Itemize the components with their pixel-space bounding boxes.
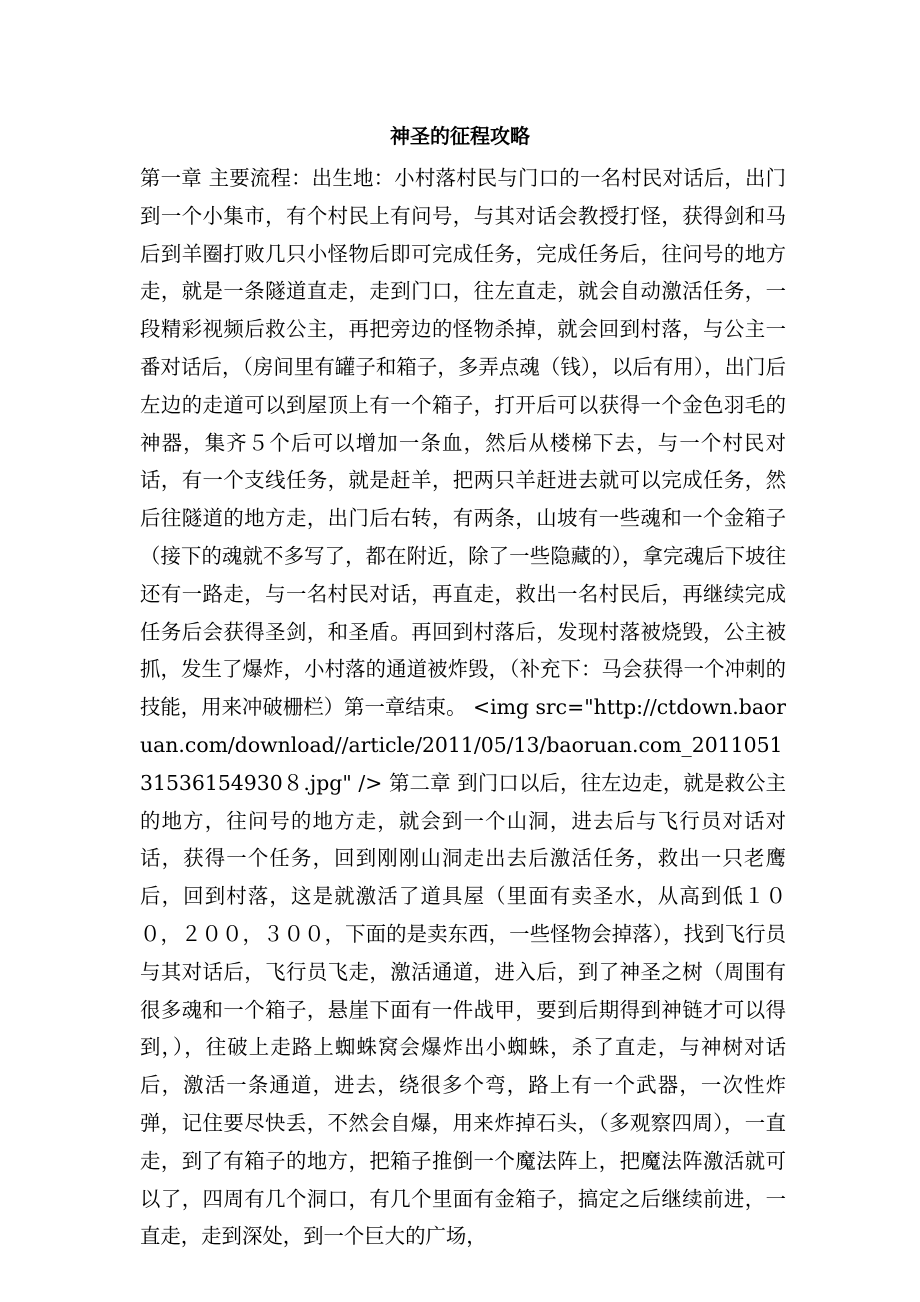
document-title: 神圣的征程攻略 [390,124,530,148]
document-body-paragraph: 第一章 主要流程：出生地：小村落村民与门口的一名村民对话后，出门到一个小集市，有个村民上有问号，与其对话会教授打怪，获得剑和马后到羊圈打败几只小怪物后即可完成任务，完成任务后，往问号的地方走，就是一条隧道直走，走到门口，往左直走，就会自动激活任务，一段精彩视频后救公主，再把旁边的怪物杀掉，就会回到村落，与公主一番对话后，（房间里有罐子和箱子，多弄点魂（钱），以后有用），出门后左边的走道可以到屋顶上有一个箱子，打开后可以获得一个金色羽毛的神器，集齐５个后可以增加一条血，然后从楼梯下去，与一个村民对话，有一个支线任务，就是赶羊，把两只羊赶进去就可以完成任务，然后往隧道的地方走，出门后右转，有两条，山坡有一些魂和一个金箱子（接下的魂就不多写了，都在附近，除了一些隐藏的），拿完魂后下坡往还有一路走，与一名村民对话，再直走，救出一名村民后，再继续完成任务后会获得圣剑，和圣盾。再回到村落后，发现村落被烧毁，公主被抓，发生了爆炸，小村落的通道被炸毁，（补充下：马会获得一个冲刺的技能，用来冲破栅栏）第一章结束。 <img src="http://ctdown.baoruan.com/download//article/2011/05/13/baoruan.com_201105131536154930８.jpg" /> 第二章 到门口以后，往左边走，就是救公主的地方，往问号的地方走，就会到一个山洞，进去后与飞行员对话对话，获得一个任务，回到刚刚山洞走出去后激活任务，救出一只老鹰后，回到村落，这是就激活了道具屋（里面有卖圣水，从高到低１００，２００，３００，下面的是卖东西，一些怪物会掉落），找到飞行员与其对话后，飞行员飞走，激活通道，进入后，到了神圣之树（周围有很多魂和一个箱子，悬崖下面有一件战甲，要到后期得到神链才可以得到，），往破上走路上蜘蛛窝会爆炸出小蜘蛛，杀了直走，与神树对话后，激活一条通道，进去，绕很多个弯，路上有一个武器，一次性炸弹，记住要尽快丢，不然会自爆，用来炸掉石头，（多观察四周），一直走，到了有箱子的地方，把箱子推倒一个魔法阵上，把魔法阵激活就可以了，四周有几个洞口，有几个里面有金箱子，搞定之后继续前进，一直走，走到深处，到一个巨大的广场， [140,166,786,1249]
